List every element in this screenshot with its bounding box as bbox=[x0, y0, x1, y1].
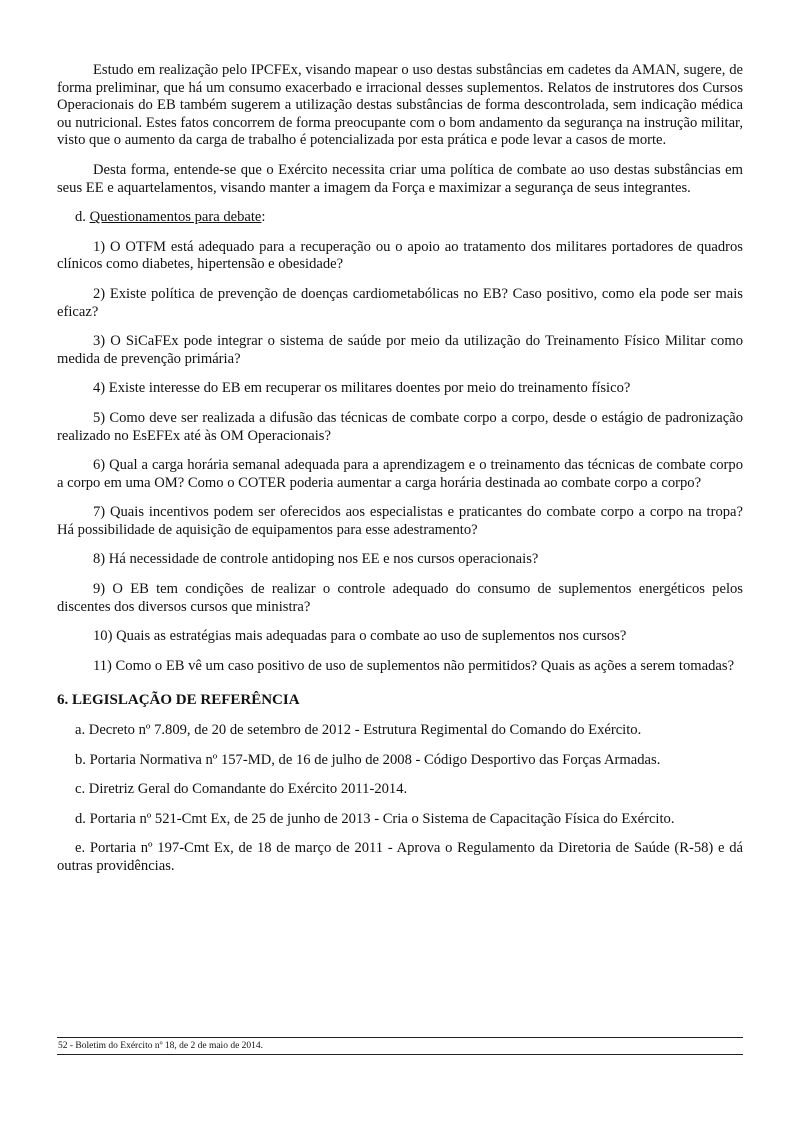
debate-prefix: d. bbox=[75, 209, 90, 226]
reference-item: b. Portaria Normativa nº 157-MD, de 16 de julho de 2008 - Código Desportivo das Forças Armadas. bbox=[75, 751, 661, 768]
debate-heading: Questionamentos para debate bbox=[89, 209, 262, 226]
question-item: 11) Como o EB vê um caso positivo de uso de suplementos não permitidos? Quais as ações a serem tomadas? bbox=[93, 657, 735, 674]
page-footer bbox=[57, 1037, 743, 1055]
body-paragraph: Desta forma, entende-se que o Exército necessita criar uma política de combate ao uso destas substâncias em seus EE e aquartelamentos, visando manter a imagem da Força e maximizar a segurança de seus integrantes. bbox=[57, 161, 743, 196]
question-item: 10) Quais as estratégias mais adequadas para o combate ao uso de suplementos nos cursos? bbox=[93, 628, 627, 645]
reference-item: c. Diretriz Geral do Comandante do Exército 2011-2014. bbox=[75, 781, 408, 798]
debate-suffix: : bbox=[261, 209, 266, 226]
body-paragraph: Estudo em realização pelo IPCFEx, visando mapear o uso destas substâncias em cadetes da AMAN, sugere, de forma preliminar, que há um consumo exacerbado e irracional desses suplementos. Relatos de instrutores dos Cursos Operacionais do EB também sugerem a utilização destas substâncias de forma descontrolada, sem indicação médica ou nutricional. Estes fatos concorrem de forma preocupante com o bom andamento da segurança na instrução militar, visto que o aumento da carga de trabalho é potencializada por esta prática e pode levar a casos de morte. bbox=[57, 62, 743, 149]
debate-subheading bbox=[57, 209, 743, 227]
question-item: 6) Qual a carga horária semanal adequada para a aprendizagem e o treinamento das técnicas de combate corpo a corpo em uma OM? Como o COTER poderia aumentar a carga horária destinada ao combate corpo a corpo? bbox=[57, 457, 743, 491]
question-item: 9) O EB tem condições de realizar o controle adequado do consumo de suplementos energéticos pelos discentes dos diversos cursos que ministra? bbox=[57, 581, 743, 615]
question-item: 1) O OTFM está adequado para a recuperação ou o apoio ao tratamento dos militares portadores de quadros clínicos como diabetes, hipertensão e obesidade? bbox=[57, 238, 743, 273]
question-item: 4) Existe interesse do EB em recuperar os militares doentes por meio do treinamento físico? bbox=[93, 380, 631, 397]
question-item: 2) Existe política de prevenção de doenças cardiometabólicas no EB? Caso positivo, como ela pode ser mais eficaz? bbox=[57, 285, 743, 320]
document-page bbox=[57, 62, 743, 888]
reference-item: e. Portaria nº 197-Cmt Ex, de 18 de março de 2011 - Aprova o Regulamento da Diretoria de Saúde (R-58) e dá outras providências. bbox=[57, 840, 743, 874]
question-item: 7) Quais incentivos podem ser oferecidos aos especialistas e praticantes do combate corpo a corpo na tropa? Há possibilidade de aquisição de equipamentos para esse adestramento? bbox=[57, 504, 743, 538]
footer-text: 52 - Boletim do Exército nº 18, de 2 de maio de 2014. bbox=[58, 1041, 264, 1051]
question-item: 5) Como deve ser realizada a difusão das técnicas de combate corpo a corpo, desde o estágio de padronização realizado no EsEFEx até às OM Operacionais? bbox=[57, 409, 743, 444]
reference-item: a. Decreto nº 7.809, de 20 de setembro de 2012 - Estrutura Regimental do Comando do Exército. bbox=[75, 722, 642, 739]
question-item: 3) O SiCaFEx pode integrar o sistema de saúde por meio da utilização do Treinamento Físico Militar como medida de prevenção primária? bbox=[57, 333, 743, 367]
section-title: 6. LEGISLAÇÃO DE REFERÊNCIA bbox=[57, 692, 300, 709]
question-item: 8) Há necessidade de controle antidoping nos EE e nos cursos operacionais? bbox=[93, 551, 539, 568]
reference-item: d. Portaria nº 521-Cmt Ex, de 25 de junho de 2013 - Cria o Sistema de Capacitação Física do Exército. bbox=[75, 810, 675, 827]
